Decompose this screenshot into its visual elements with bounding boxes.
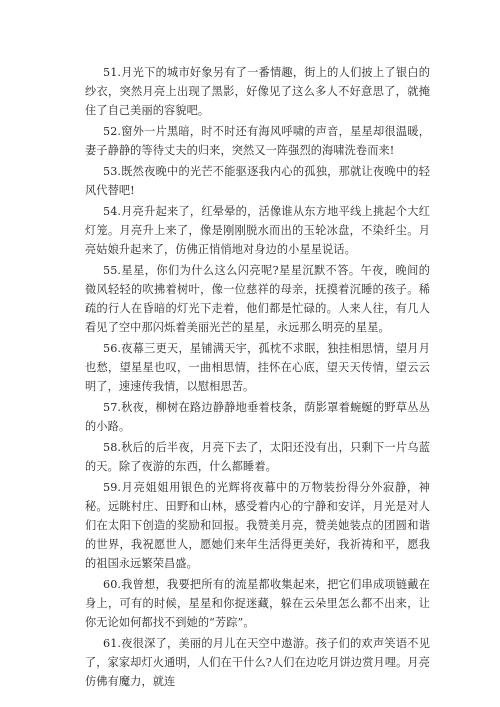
paragraph-54: 54.月亮升起来了，红晕晕的，活像谁从东方地平线上挑起个大红灯笼。月亮升上来了，像是刚刚脱水而出的玉轮冰盘，不染纤尘。月亮姑娘升起来了，仿佛正悄悄地对身边的小星星说话。 xyxy=(85,205,430,256)
paragraph-53: 53.既然夜晚中的光芒不能驱逐我内心的孤独，那就让夜晚中的轻风代替吧! xyxy=(85,165,430,197)
paragraph-57: 57.秋夜，柳树在路边静静地垂着枝条，荫影罩着蜿蜒的野草丛丛的小路。 xyxy=(85,401,430,433)
paragraph-59: 59.月亮姐姐用银色的光辉将夜幕中的万物装扮得分外寂静，神秘。远眺村庄、田野和山林，感受着内心的宁静和安详，月光是对人们在太阳下创造的奖励和回报。我赞美月亮，赞美她装点的团圆和谐的世界，我祝愿世人，愿她们来年生活得更美好，我祈祷和平，愿我的祖国永远繁荣昌盛。 xyxy=(85,481,430,570)
paragraph-56: 56.夜幕三更天，星铺满天宇，孤枕不求眠，独挂相思情，望月月也愁，望星星也叹，一曲相思情，挂怀在心底，望天天传情，望云云明了，速速传我情，以慰相思苦。 xyxy=(85,342,430,393)
paragraph-52: 52.窗外一片黑暗，时不时还有海风呼啸的声音，星星却很温暖，妻子静静的等待丈夫的归来，突然又一阵强烈的海啸洗卷而来! xyxy=(85,125,430,157)
paragraph-51: 51.月光下的城市好象另有了一番情趣，街上的人们披上了银白的纱衣，突然月亮上出现了黑影，好像见了这么多人不好意思了，就掩住了自己美丽的容貌吧。 xyxy=(85,66,430,117)
paragraph-58: 58.秋后的后半夜，月亮下去了，太阳还没有出，只剩下一片乌蓝的天。除了夜游的东西，什么都睡着。 xyxy=(85,441,430,473)
paragraph-61: 61.夜很深了，美丽的月儿在天空中遨游。孩子们的欢声笑语不见了，家家却灯火通明，人们在干什么?人们在边吃月饼边赏月哩。月亮仿佛有魔力，就连 xyxy=(85,637,430,688)
paragraph-60: 60.我曾想，我要把所有的流星都收集起来，把它们串成项链戴在身上，可有的时候，星星和你捉迷藏，躲在云朵里怎么都不出来，让你无论如何都找不到她的“芳踪”。 xyxy=(85,578,430,629)
document-body xyxy=(85,63,430,693)
paragraph-55: 55.星星，你们为什么这么闪亮呢?星星沉默不答。午夜，晚间的微风轻轻的吹拂着树叶，像一位慈祥的母亲，抚摸着沉睡的孩子。稀疏的行人在昏暗的灯光下走着，他们都是忙碌的。人来人往，有几人看见了空中那闪烁着美丽光芒的星星，永远那么明亮的星星。 xyxy=(85,264,430,334)
